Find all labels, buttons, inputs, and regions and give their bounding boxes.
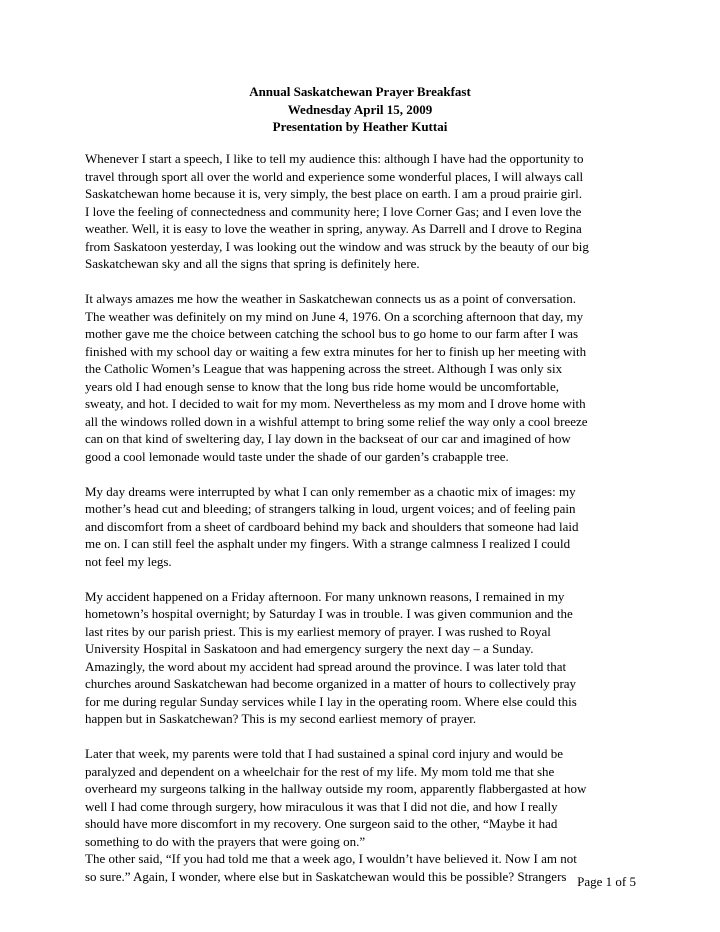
text-line: years old I had enough sense to know that the long bus ride home would be uncomfortable, <box>85 378 560 394</box>
document-body <box>85 150 645 903</box>
document-title <box>0 83 720 136</box>
title-line-presenter: Presentation by Heather Kuttai <box>272 119 448 134</box>
text-line: Saskatchewan home because it is, very simply, the best place on earth. I am a proud prairie girl. <box>85 186 582 201</box>
text-line: My day dreams were interrupted by what I can only remember as a chaotic mix of images: my <box>85 483 576 499</box>
text-line: should have more discomfort in my recovery. One surgeon said to the other, “Maybe it had <box>85 816 558 831</box>
text-line: Later that week, my parents were told that I had sustained a spinal cord injury and would be <box>85 746 563 761</box>
title-line-event: Annual Saskatchewan Prayer Breakfast <box>249 84 471 99</box>
text-line: The weather was definitely on my mind on June 4, 1976. On a scorching afternoon that day, my <box>85 308 584 324</box>
paragraph <box>85 483 645 571</box>
text-line: paralyzed and dependent on a wheelchair for the rest of my life. My mom told me that she <box>85 763 555 779</box>
text-line: Amazingly, the word about my accident had spread around the province. I was later told that <box>85 658 567 674</box>
text-line: the Catholic Women’s League that was happening across the street. Although I was only six <box>85 361 563 376</box>
text-line: for me during regular Sunday services while I lay in the operating room. Where else could this <box>85 693 577 709</box>
paragraph <box>85 745 645 850</box>
paragraph <box>85 290 645 465</box>
text-line: last rites by our parish priest. This is my earliest memory of prayer. I was rushed to Royal <box>85 623 551 639</box>
text-line: mother’s head cut and bleeding; of strangers talking in loud, urgent voices; and of feeling pain <box>85 501 576 516</box>
text-line: My accident happened on a Friday afternoon. For many unknown reasons, I remained in my <box>85 588 565 604</box>
text-line: happen but in Saskatchewan? This is my second earliest memory of prayer. <box>85 711 477 726</box>
text-line: something to do with the prayers that were going on.” <box>85 833 366 849</box>
text-line: University Hospital in Saskatoon and had emergency surgery the next day – a Sunday. <box>85 641 534 656</box>
text-line: travel through sport all over the world and experience some wonderful places, I will always call <box>85 168 584 184</box>
text-line: mother gave me the choice between catching the school bus to go home to our farm after I was <box>85 326 579 341</box>
text-line: all the windows rolled down in a wishful attempt to bring some relief the way only a cool breeze <box>85 413 588 429</box>
text-line: sweaty, and hot. I decided to wait for my mom. Nevertheless as my mom and I drove home with <box>85 396 586 411</box>
text-line: from Saskatoon yesterday, I was looking out the window and was struck by the beauty of our big <box>85 238 589 254</box>
paragraph <box>85 588 645 728</box>
paragraph <box>85 150 645 273</box>
text-line: so sure.” Again, I wonder, where else but in Saskatchewan would this be possible? Strangers <box>85 868 567 884</box>
text-line: churches around Saskatchewan had become organized in a matter of hours to collectively pray <box>85 676 577 691</box>
text-line: I love the feeling of connectedness and community here; I love Corner Gas; and I even love the <box>85 203 582 219</box>
text-line: The other said, “If you had told me that a week ago, I wouldn’t have believed it. Now I am not <box>85 851 577 866</box>
page-number: Page 1 of 5 <box>577 874 636 889</box>
text-line: not feel my legs. <box>85 553 172 569</box>
paragraph <box>85 850 645 885</box>
text-line: It always amazes me how the weather in Saskatchewan connects us as a point of conversation. <box>85 291 576 306</box>
text-line: hometown’s hospital overnight; by Saturday I was in trouble. I was given communion and the <box>85 606 573 621</box>
text-line: well I had come through surgery, how miraculous it was that I did not die, and how I really <box>85 798 558 814</box>
text-line: overheard my surgeons talking in the hallway outside my room, apparently flabbergasted at how <box>85 781 587 796</box>
text-line: weather. Well, it is easy to love the weather in spring, anyway. As Darrell and I drove to Regina <box>85 221 582 236</box>
text-line: and discomfort from a sheet of cardboard behind my back and shoulders that someone had laid <box>85 518 579 534</box>
text-line: good a cool lemonade would taste under the shade of our garden’s crabapple tree. <box>85 448 509 464</box>
title-line-date: Wednesday April 15, 2009 <box>287 101 433 117</box>
text-line: Whenever I start a speech, I like to tell my audience this: although I have had the opportunity to <box>85 151 584 166</box>
text-line: Saskatchewan sky and all the signs that spring is definitely here. <box>85 256 420 271</box>
text-line: me on. I can still feel the asphalt under my fingers. With a strange calmness I realized I could <box>85 536 571 551</box>
text-line: finished with my school day or waiting a few extra minutes for her to finish up her meeting with <box>85 343 587 359</box>
text-line: can on that kind of sweltering day, I lay down in the backseat of our car and imagined of how <box>85 431 571 446</box>
